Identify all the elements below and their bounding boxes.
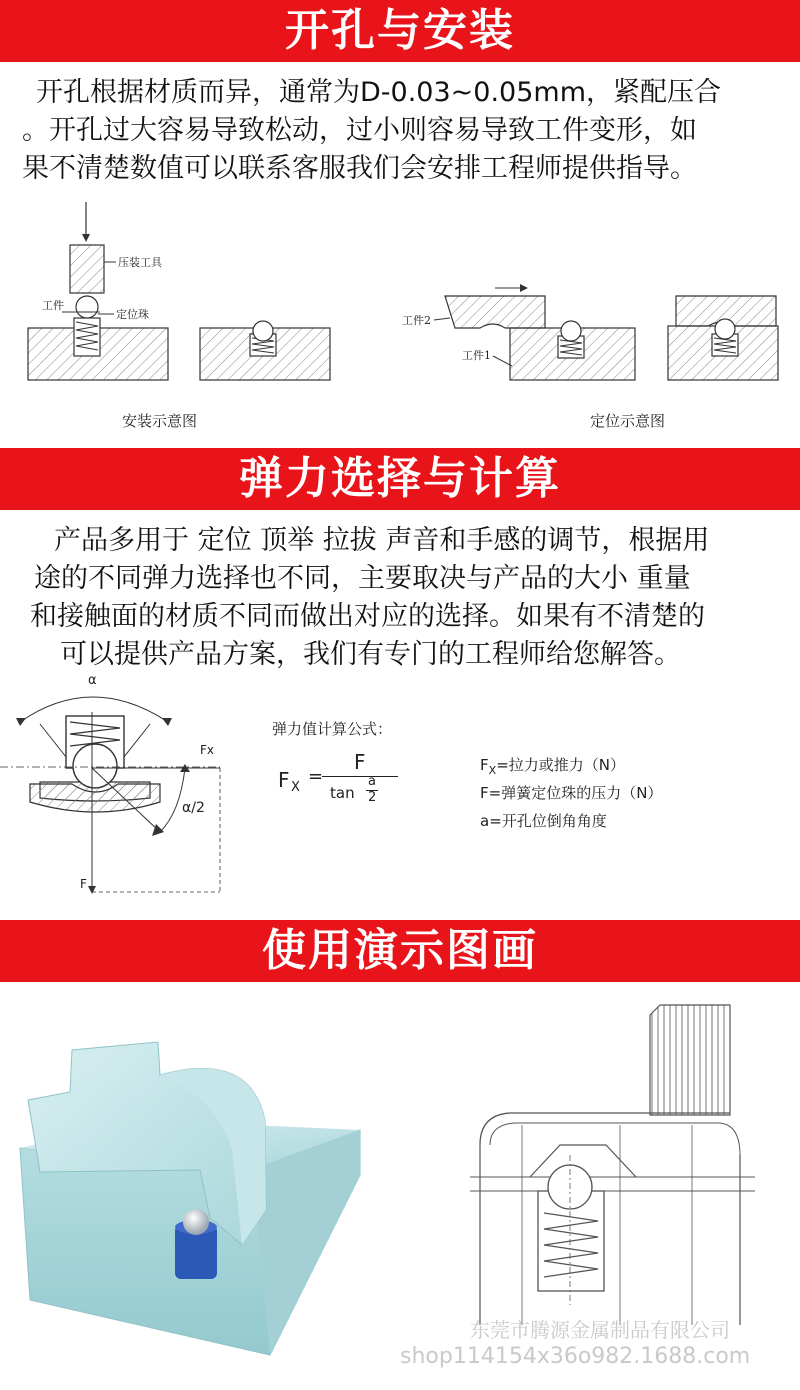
formula-equals: = [308, 766, 324, 787]
demo-section-drawing [470, 1005, 760, 1335]
angle-alpha-label: α [88, 673, 97, 688]
section-title-demo: 使用演示图画 [0, 920, 800, 982]
paragraph-line: 和接触面的材质不同而做出对应的选择。如果有不清楚的 [30, 601, 705, 632]
formula-lhs-sub: X [291, 780, 300, 795]
plunger-ball [183, 1209, 209, 1235]
paragraph-line: 。开孔过大容易导致松动，过小则容易导致工件变形，如 [22, 115, 697, 146]
force-diagram [0, 672, 240, 902]
positioning-figure [402, 284, 778, 380]
label-workpiece2: 工件2 [402, 314, 431, 327]
spring-paragraph [0, 522, 800, 674]
fraction-bar [322, 776, 398, 777]
caption-positioning: 定位示意图 [590, 412, 666, 430]
press-tool [70, 245, 104, 293]
half-angle-label: α/2 [182, 800, 205, 816]
formula-angle: a [368, 774, 376, 789]
paragraph-line: 途的不同弹力选择也不同，主要取决与产品的大小 重量 [34, 563, 691, 594]
paragraph-line: 果不清楚数值可以联系客服我们会安排工程师提供指导。 [22, 153, 697, 184]
fx-label: Fx [200, 743, 215, 757]
watermark-shop: shop114154x36o982.1688.com [400, 1344, 751, 1369]
formula-tan: tan [330, 784, 355, 802]
formula-two: 2 [368, 790, 377, 805]
label-workpiece1: 工件1 [462, 349, 491, 362]
label-press-tool: 压装工具 [118, 256, 162, 269]
label-workpiece: 工件 [42, 299, 64, 312]
paragraph-line: 可以提供产品方案，我们有专门的工程师给您解答。 [60, 639, 681, 670]
paragraph-line: 开孔根据材质而异，通常为D-0.03~0.05mm，紧配压合 [36, 77, 721, 108]
demo-3d-illustration [10, 1000, 390, 1370]
section-title-spring-force: 弹力选择与计算 [0, 448, 800, 510]
paragraph-line: 产品多用于 定位 顶举 拉拔 声音和手感的调节，根据用 [54, 525, 710, 556]
install-paragraph [0, 74, 800, 188]
legend-item: F=弹簧定位珠的压力（N） [480, 784, 663, 802]
formula-numerator: F [354, 750, 366, 774]
caption-install: 安装示意图 [122, 412, 198, 430]
watermark-company: 东莞市腾源金属制品有限公司 [470, 1318, 730, 1342]
section-title-install: 开孔与安装 [0, 0, 800, 62]
formula-lhs: F [278, 768, 290, 792]
legend-item: $F_X=$拉力或推力（N） [480, 756, 625, 777]
formula [278, 752, 428, 812]
install-diagram [0, 200, 800, 440]
install-figure [28, 202, 330, 380]
f-label: F [80, 877, 87, 891]
legend-item: a=开孔位倒角角度 [480, 812, 607, 830]
label-ball: 定位珠 [116, 308, 149, 321]
ball [76, 296, 98, 318]
formula-heading: 弹力值计算公式： [272, 720, 393, 738]
